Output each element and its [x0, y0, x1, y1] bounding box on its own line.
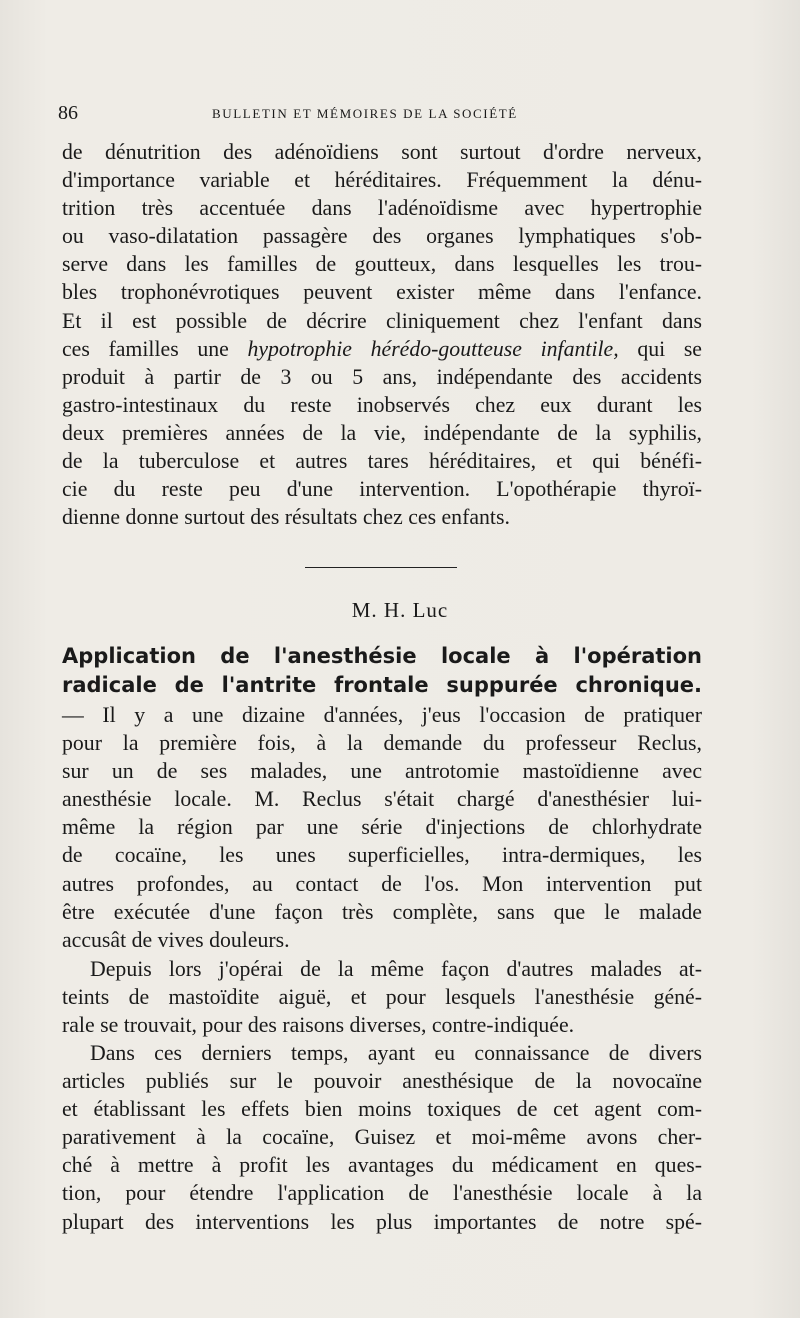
article-title	[62, 642, 702, 700]
text-line: produit à partir de 3 ou 5 ans, indépendante des accidents	[62, 364, 702, 389]
text-line: dienne donne surtout des résultats chez ces enfants.	[62, 505, 510, 530]
text-line: accusât de vives douleurs.	[62, 927, 290, 952]
text-line: serve dans les familles de goutteux, dans lesquelles les trou-	[62, 252, 702, 277]
paragraph-1	[62, 138, 702, 531]
running-head	[58, 100, 708, 130]
text-line: articles publiés sur le pouvoir anesthésique de la novocaïne	[62, 1069, 702, 1094]
text-line: — Il y a une dizaine d'années, j'eus l'occasion de pratiquer	[62, 703, 702, 727]
page-number: 86	[58, 102, 78, 124]
text-line: de la tuberculose et autres tares héréditaires, et qui bénéfi-	[62, 449, 702, 474]
text-line-with-italic	[62, 335, 702, 363]
text-line: anesthésie locale. M. Reclus s'était chargé d'anesthésier lui-	[62, 787, 702, 812]
text-line: gastro-intestinaux du reste inobservés chez eux durant les	[62, 392, 702, 417]
paragraph-3	[62, 955, 702, 1039]
journal-title: BULLETIN ET MÉMOIRES DE LA SOCIÉTÉ	[212, 106, 518, 121]
text-line: plupart des interventions les plus importantes de notre spé-	[62, 1209, 702, 1234]
italic-term: hypotrophie hérédo-goutteuse infantile,	[247, 336, 619, 361]
text-line: d'importance variable et héréditaires. Fréquemment la dénu-	[62, 168, 702, 193]
text-line: deux premières années de la vie, indépendante de la syphilis,	[62, 420, 702, 445]
text-line: rale se trouvait, pour des raisons diverses, contre-indiquée.	[62, 1013, 575, 1038]
text-line: ou vaso-dilatation passagère des organes lymphatiques s'ob-	[62, 224, 702, 249]
article-title-line: radicale de l'antrite frontale suppurée chronique.	[62, 673, 702, 697]
article-title-line: Application de l'anesthésie locale à l'opération	[62, 644, 702, 668]
text-line: teints de mastoïdite aiguë, et pour lesquels l'anesthésie géné-	[62, 985, 702, 1010]
text-line: Et il est possible de décrire cliniquement chez l'enfant dans	[62, 308, 702, 333]
text-line: sur un de ses malades, une antrotomie mastoïdienne avec	[62, 759, 702, 784]
text-line: et établissant les effets bien moins toxiques de cet agent com-	[62, 1097, 702, 1122]
text-line: cie du reste peu d'une intervention. L'opothérapie thyroï-	[62, 477, 702, 502]
text-line: bles trophonévrotiques peuvent exister même dans l'enfance.	[62, 280, 702, 305]
author-name: M. H. Luc	[351, 598, 449, 622]
paragraph-2	[62, 701, 702, 954]
text-line: Dans ces derniers temps, ayant eu connaissance de divers	[90, 1041, 702, 1065]
text-line: parativement à la cocaïne, Guisez et moi-même avons cher-	[62, 1125, 702, 1150]
text-line: être exécutée d'une façon très complète, sans que le malade	[62, 899, 702, 924]
paragraph-4	[62, 1039, 702, 1236]
text-line: même la région par une série d'injections de chlorhydrate	[62, 815, 702, 840]
text-line: Depuis lors j'opérai de la même façon d'autres malades at-	[90, 957, 702, 981]
text-line: autres profondes, au contact de l'os. Mon intervention put	[62, 871, 702, 896]
text-line: ché à mettre à profit les avantages du médicament en ques-	[62, 1153, 702, 1178]
section-separator-rule	[305, 567, 457, 568]
text-line: tion, pour étendre l'application de l'anesthésie locale à la	[62, 1181, 702, 1206]
text-line: de dénutrition des adénoïdiens sont surtout d'ordre nerveux,	[62, 140, 702, 164]
text-line: pour la première fois, à la demande du professeur Reclus,	[62, 731, 702, 756]
text-segment: qui se	[618, 336, 702, 361]
text-segment: ces familles une	[62, 336, 248, 361]
text-line: trition très accentuée dans l'adénoïdisme avec hypertrophie	[62, 196, 702, 221]
text-line: de cocaïne, les unes superficielles, intra-dermiques, les	[62, 843, 702, 868]
